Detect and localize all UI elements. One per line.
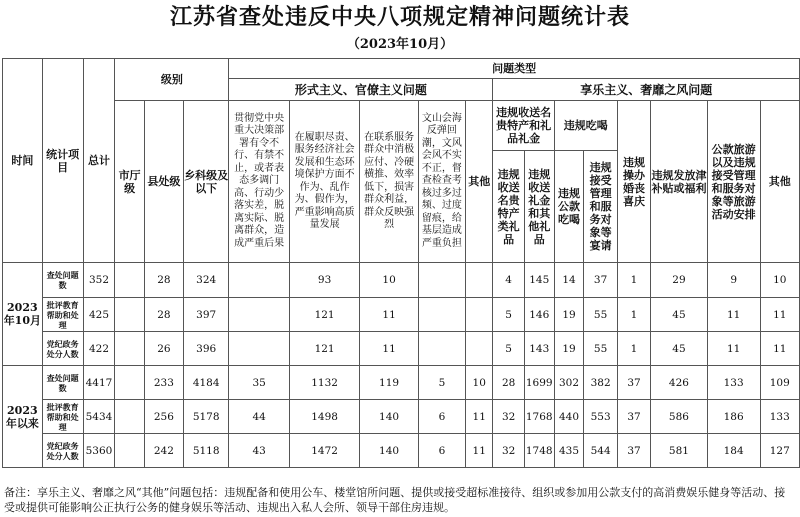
cell: 553: [584, 400, 618, 434]
cell: 1: [617, 298, 650, 332]
cell: 19: [554, 332, 584, 366]
cell: 11: [707, 332, 760, 366]
cell: 10: [360, 263, 419, 298]
table-row: [3, 434, 800, 468]
cell: [465, 332, 492, 366]
cell: 140: [360, 400, 419, 434]
cell: 146: [524, 298, 554, 332]
cell: 6: [418, 400, 465, 434]
header-subsidy: 违规发放津补贴或福利: [651, 101, 708, 263]
cell: 5: [493, 332, 524, 366]
cell: 140: [360, 434, 419, 468]
page-subtitle: （2023年10月）: [346, 37, 454, 52]
header-gift-1: 违规收送名贵特产类礼品: [493, 151, 524, 263]
cell: 119: [360, 366, 419, 400]
cell: 581: [651, 434, 708, 468]
cell: 1768: [524, 400, 554, 434]
cell: 37: [617, 400, 650, 434]
header-formalism: 形式主义、官僚主义问题: [229, 79, 493, 101]
row-label: 批评教育帮助和处理: [42, 400, 83, 434]
cell: [115, 263, 144, 298]
cell: 11: [360, 332, 419, 366]
cell: 127: [760, 434, 799, 468]
cell: 133: [707, 366, 760, 400]
cell: 37: [617, 434, 650, 468]
cell: 5: [418, 366, 465, 400]
cell: 11: [465, 434, 492, 468]
cell: 5: [493, 298, 524, 332]
cell: 435: [554, 434, 584, 468]
header-gift-2: 违规收送礼金和其他礼品: [524, 151, 554, 263]
cell: 11: [360, 298, 419, 332]
cell: [465, 263, 492, 298]
cell: 37: [584, 263, 618, 298]
cell: 1132: [289, 366, 359, 400]
cell: 28: [493, 366, 524, 400]
cell: 1498: [289, 400, 359, 434]
cell: 11: [465, 400, 492, 434]
cell: 5434: [83, 400, 115, 434]
statistics-table: [2, 58, 800, 468]
header-dine-group: 违规吃喝: [554, 101, 617, 151]
header-formalism-1: 贯彻党中央重大决策部署有令不行、有禁不止，或者表态多调门高、行动少落实差，脱离实际、脱离群众，造成严重后果: [229, 101, 290, 263]
cell: 26: [144, 332, 183, 366]
cell: 10: [465, 366, 492, 400]
cell: 1748: [524, 434, 554, 468]
cell: 440: [554, 400, 584, 434]
cell: 422: [83, 332, 115, 366]
cell: 143: [524, 332, 554, 366]
cell: [418, 263, 465, 298]
header-gift-group: 违规收送名贵特产和礼品礼金: [493, 101, 554, 151]
cell: 242: [144, 434, 183, 468]
cell: 55: [584, 298, 618, 332]
page-title: 江苏省查处违反中央八项规定精神问题统计表: [169, 4, 630, 30]
table-row: [3, 400, 800, 434]
cell: 93: [289, 263, 359, 298]
cell: [115, 400, 144, 434]
header-level: 级别: [115, 59, 229, 101]
time-cell: 2023年10月: [3, 263, 43, 366]
cell: 4184: [184, 366, 229, 400]
cell: 396: [184, 332, 229, 366]
cell: 28: [144, 298, 183, 332]
cell: [115, 332, 144, 366]
header-formalism-2: 在履职尽责、服务经济社会发展和生态环境保护方面不作为、乱作为、假作为，严重影响高质量发展: [289, 101, 359, 263]
cell: 256: [144, 400, 183, 434]
cell: 4: [493, 263, 524, 298]
cell: 37: [617, 366, 650, 400]
header-wedding: 违规操办婚丧喜庆: [617, 101, 650, 263]
cell: 29: [651, 263, 708, 298]
cell: 14: [554, 263, 584, 298]
cell: 10: [760, 263, 799, 298]
cell: 109: [760, 366, 799, 400]
header-hedonism: 享乐主义、奢靡之风问题: [493, 79, 800, 101]
cell: [115, 434, 144, 468]
header-township-level: 乡科级及以下: [184, 101, 229, 263]
cell: [229, 298, 290, 332]
cell: 1472: [289, 434, 359, 468]
row-label: 查处问题数: [42, 263, 83, 298]
cell: 28: [144, 263, 183, 298]
cell: 426: [651, 366, 708, 400]
table-row: [3, 332, 800, 366]
cell: 425: [83, 298, 115, 332]
cell: 397: [184, 298, 229, 332]
cell: [229, 332, 290, 366]
cell: 19: [554, 298, 584, 332]
cell: 133: [760, 400, 799, 434]
cell: 186: [707, 400, 760, 434]
cell: 1699: [524, 366, 554, 400]
cell: [229, 263, 290, 298]
row-label: 党纪政务处分人数: [42, 332, 83, 366]
cell: [465, 298, 492, 332]
header-formalism-other: 其他: [465, 101, 492, 263]
cell: 544: [584, 434, 618, 468]
header-hedonism-other: 其他: [760, 101, 799, 263]
header-formalism-4: 文山会海反弹回潮，文风会风不实不正，督查检查考核过多过频、过度留痕，给基层造成严重负担: [418, 101, 465, 263]
table-row: [3, 263, 800, 298]
cell: 9: [707, 263, 760, 298]
cell: [418, 298, 465, 332]
table-row: [3, 298, 800, 332]
cell: 5178: [184, 400, 229, 434]
cell: [115, 298, 144, 332]
cell: 1: [617, 263, 650, 298]
cell: 6: [418, 434, 465, 468]
cell: 5118: [184, 434, 229, 468]
header-problem-type: 问题类型: [229, 59, 800, 79]
cell: 121: [289, 332, 359, 366]
cell: 1: [617, 332, 650, 366]
cell: 11: [707, 298, 760, 332]
cell: 43: [229, 434, 290, 468]
cell: 55: [584, 332, 618, 366]
cell: 4417: [83, 366, 115, 400]
cell: 45: [651, 298, 708, 332]
cell: 302: [554, 366, 584, 400]
cell: 32: [493, 400, 524, 434]
cell: 45: [651, 332, 708, 366]
footnote: 备注：享乐主义、奢靡之风“其他”问题包括：违规配备和使用公车、楼堂馆所问题、提供或接受超标准接待、组织或参加用公款支付的高消费娱乐健身等活动、接受或提供可能影响公正执行公务的健身娱乐等活动、违规出入私人会所、领导干部住房违规。: [4, 486, 786, 514]
header-time: 时间: [3, 59, 43, 263]
header-dine-1: 违规公款吃喝: [554, 151, 584, 263]
cell: 5360: [83, 434, 115, 468]
cell: 324: [184, 263, 229, 298]
cell: 145: [524, 263, 554, 298]
cell: 11: [760, 298, 799, 332]
cell: 35: [229, 366, 290, 400]
cell: 121: [289, 298, 359, 332]
row-label: 查处问题数: [42, 366, 83, 400]
cell: 586: [651, 400, 708, 434]
row-label: 党纪政务处分人数: [42, 434, 83, 468]
cell: 352: [83, 263, 115, 298]
header-total: 总计: [83, 59, 115, 263]
cell: 233: [144, 366, 183, 400]
cell: 44: [229, 400, 290, 434]
header-item: 统计项目: [42, 59, 83, 263]
cell: 382: [584, 366, 618, 400]
cell: 32: [493, 434, 524, 468]
header-dine-2: 违规接受管理和服务对象等宴请: [584, 151, 618, 263]
cell: 11: [760, 332, 799, 366]
time-cell: 2023年以来: [3, 366, 43, 468]
cell: [418, 332, 465, 366]
header-county-level: 县处级: [144, 101, 183, 263]
cell: 184: [707, 434, 760, 468]
header-formalism-3: 在联系服务群众中消极应付、冷硬横推、效率低下，损害群众利益，群众反映强烈: [360, 101, 419, 263]
row-label: 批评教育帮助和处理: [42, 298, 83, 332]
header-city-level: 市厅级: [115, 101, 144, 263]
cell: [115, 366, 144, 400]
header-travel: 公款旅游以及违规接受管理和服务对象等旅游活动安排: [707, 101, 760, 263]
table-row: [3, 366, 800, 400]
